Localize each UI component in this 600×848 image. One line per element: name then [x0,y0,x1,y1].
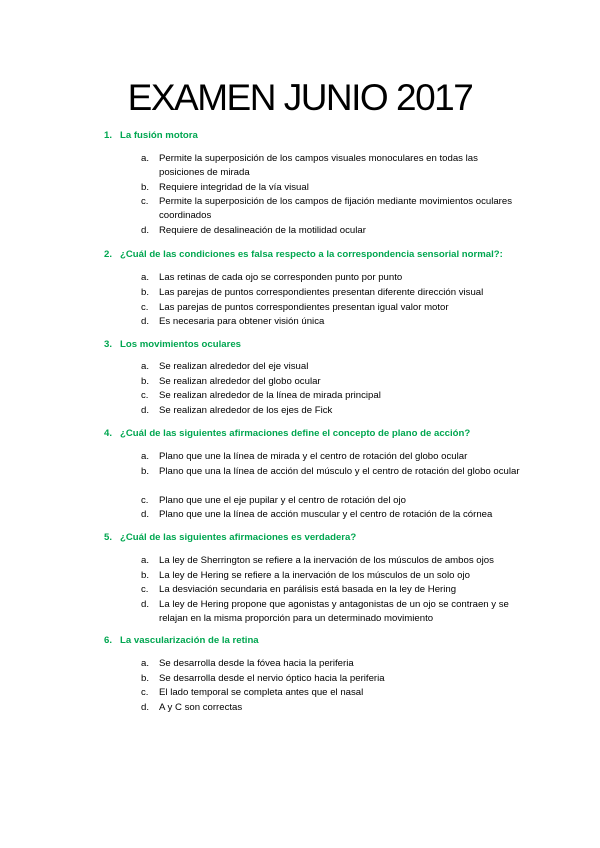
option-letter: b. [141,376,150,387]
option-text: La ley de Sherrington se refiere a la inervación de los músculos de ambos ojos [159,555,494,566]
question-2-option-d [141,315,521,329]
question-2-option-a [141,271,521,285]
question-4-option-a [141,450,521,464]
question-5-option-d [141,598,521,627]
option-text: La desviación secundaria en parálisis está basada en la ley de Hering [159,584,457,595]
option-text: Las retinas de cada ojo se corresponden punto por punto [159,272,403,283]
option-text: Requiere de desalineación de la motilidad ocular [159,225,366,236]
option-letter: d. [141,225,150,236]
question-4-heading [104,428,470,440]
option-text: Plano que une la línea de acción muscular y el centro de rotación de la córnea [159,509,493,520]
option-text: Se realizan alrededor de los ejes de Fick [159,405,333,416]
question-number: 3. [104,339,113,350]
question-1-heading [104,130,198,142]
option-text: Las parejas de puntos correspondientes presentan diferente dirección visual [159,287,484,298]
question-number: 6. [104,635,113,646]
option-text: Plano que una la línea de acción del músculo y el centro de rotación del globo ocular [159,466,520,477]
option-letter: d. [141,316,150,327]
question-6-option-c [141,686,521,700]
option-text: Permite la superposición de los campos visuales monoculares en todas las posiciones de mirada [159,153,478,179]
question-text: ¿Cuál de las siguientes afirmaciones define el concepto de plano de acción? [120,428,471,439]
question-1-option-a [141,152,521,181]
option-letter: a. [141,361,150,372]
option-text: La ley de Hering se refiere a la inervación de los músculos de un solo ojo [159,570,470,581]
question-6-heading [104,635,259,647]
question-2-option-c [141,301,521,315]
page-title: EXAMEN JUNIO 2017 [127,77,473,118]
question-5-option-b [141,569,521,583]
option-letter: d. [141,509,150,520]
option-letter: b. [141,182,150,193]
question-4-option-d [141,508,521,522]
option-letter: a. [141,153,150,164]
option-text: El lado temporal se completa antes que el nasal [159,687,364,698]
option-letter: c. [141,495,149,506]
question-6-option-b [141,672,521,686]
option-letter: c. [141,390,149,401]
question-6-option-d [141,701,521,715]
question-text: ¿Cuál de las siguientes afirmaciones es verdadera? [120,532,357,543]
option-text: Plano que une el eje pupilar y el centro de rotación del ojo [159,495,406,506]
option-letter: c. [141,302,149,313]
question-5-heading [104,532,356,544]
option-text: Se desarrolla desde la fóvea hacia la periferia [159,658,354,669]
question-text: La vascularización de la retina [120,635,259,646]
option-text: Es necesaria para obtener visión única [159,316,325,327]
option-letter: d. [141,702,150,713]
question-2-heading [104,249,503,261]
option-text: Requiere integridad de la vía visual [159,182,309,193]
option-text: La ley de Hering propone que agonistas y antagonistas de un ojo se contraen y se relajan en la misma proporción para un determinado movimiento [159,599,509,625]
option-text: Se realizan alrededor de la línea de mirada principal [159,390,381,401]
question-1-option-c [141,195,521,224]
question-number: 4. [104,428,113,439]
option-letter: a. [141,555,150,566]
question-number: 2. [104,249,113,260]
option-text: Se desarrolla desde el nervio óptico hacia la periferia [159,673,385,684]
option-letter: a. [141,272,150,283]
question-4-option-c [141,494,521,508]
question-3-option-d [141,404,521,418]
question-number: 1. [104,130,113,141]
option-text: Las parejas de puntos correspondientes presentan igual valor motor [159,302,449,313]
option-text: Se realizan alrededor del eje visual [159,361,309,372]
question-4-option-b [141,465,521,479]
option-text: Permite la superposición de los campos de fijación mediante movimientos oculares coordinados [159,196,513,222]
option-letter: b. [141,466,150,477]
question-text: ¿Cuál de las condiciones es falsa respecto a la correspondencia sensorial normal?: [120,249,503,260]
option-letter: a. [141,451,150,462]
option-letter: b. [141,287,150,298]
option-letter: c. [141,584,149,595]
option-letter: b. [141,673,150,684]
option-letter: b. [141,570,150,581]
option-text: A y C son correctas [159,702,243,713]
question-5-option-a [141,554,521,568]
question-3-heading [104,339,241,351]
question-text: Los movimientos oculares [120,339,242,350]
option-letter: d. [141,599,150,610]
question-1-option-b [141,181,521,195]
question-1-option-d [141,224,521,238]
question-6-option-a [141,657,521,671]
option-letter: d. [141,405,150,416]
question-3-option-c [141,389,521,403]
option-text: Se realizan alrededor del globo ocular [159,376,321,387]
question-number: 5. [104,532,113,543]
option-letter: c. [141,687,149,698]
question-3-option-a [141,360,521,374]
option-text: Plano que une la línea de mirada y el centro de rotación del globo ocular [159,451,468,462]
option-letter: a. [141,658,150,669]
question-5-option-c [141,583,521,597]
question-text: La fusión motora [120,130,198,141]
question-3-option-b [141,375,521,389]
option-letter: c. [141,196,149,207]
question-2-option-b [141,286,521,300]
